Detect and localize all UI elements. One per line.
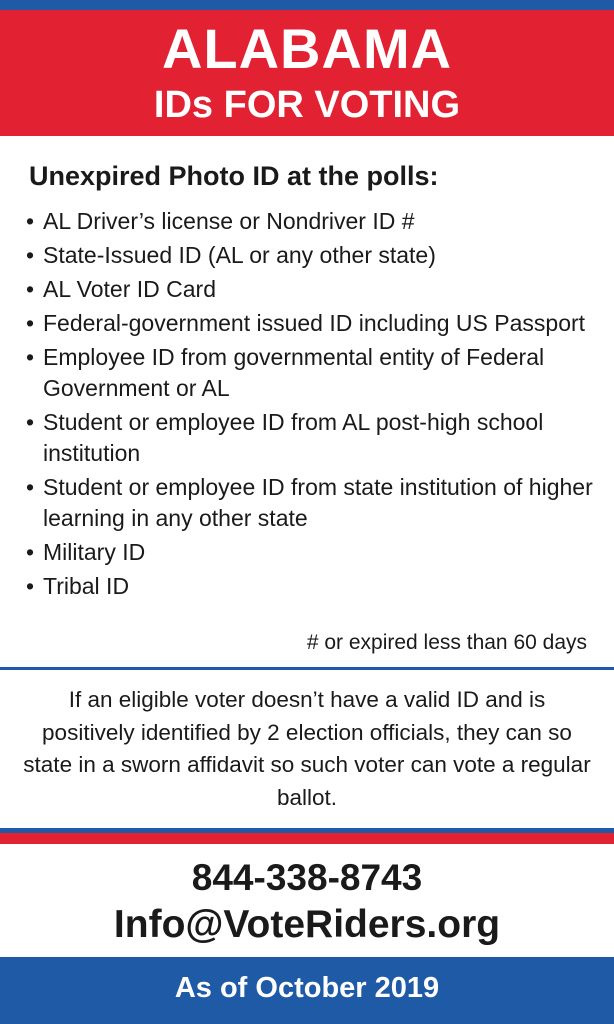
list-item: [26, 274, 596, 305]
list-item-label: Student or employee ID from state institution of higher learning in any other state: [43, 474, 593, 531]
list-item-label: AL Voter ID Card: [43, 276, 217, 302]
list-item-label: Student or employee ID from AL post-high school institution: [43, 409, 544, 466]
list-item-label: AL Driver’s license or Nondriver ID #: [43, 208, 415, 234]
list-item: [26, 571, 596, 602]
bullet-icon: •: [26, 344, 35, 370]
list-item: [26, 308, 596, 339]
list-item-label: Federal-government issued ID including US Passport: [43, 310, 586, 336]
list-item: [26, 537, 596, 568]
list-item: [26, 472, 596, 534]
photo-id-heading: Unexpired Photo ID at the polls:: [29, 161, 439, 191]
bullet-icon: •: [26, 409, 35, 435]
list-item: [26, 240, 596, 271]
list-item: [26, 342, 596, 404]
bullet-icon: •: [26, 208, 35, 234]
list-item-label: Tribal ID: [43, 573, 130, 599]
as-of-date: As of October 2019: [174, 972, 440, 1004]
bullet-icon: •: [26, 573, 35, 599]
footer-banner: [0, 957, 614, 1024]
red-divider-stripe: [0, 833, 614, 844]
contact-block: [0, 855, 614, 949]
affidavit-note: If an eligible voter doesn’t have a valid ID and is positively identified by 2 election officials, they can so state in a sworn affidavit so such voter can vote a regular ballot.: [23, 687, 591, 810]
list-item-label: State-Issued ID (AL or any other state): [43, 242, 436, 268]
top-blue-stripe: [0, 0, 614, 10]
bullet-icon: •: [26, 310, 35, 336]
photo-id-list: [26, 206, 596, 605]
state-title: ALABAMA: [161, 17, 453, 80]
list-item: [26, 206, 596, 237]
list-item-label: Employee ID from governmental entity of Federal Government or AL: [43, 344, 545, 401]
bullet-icon: •: [26, 474, 35, 500]
page-subtitle: IDs FOR VOTING: [153, 84, 461, 126]
list-item-label: Military ID: [43, 539, 146, 565]
bullet-icon: •: [26, 242, 35, 268]
section-divider: [0, 667, 614, 670]
email-address: Info@VoteRiders.org: [113, 903, 501, 946]
bullet-icon: •: [26, 539, 35, 565]
header-banner: [0, 10, 614, 136]
bullet-icon: •: [26, 276, 35, 302]
list-item: [26, 407, 596, 469]
phone-number: 844-338-8743: [191, 857, 423, 898]
expiry-footnote: # or expired less than 60 days: [306, 631, 587, 654]
